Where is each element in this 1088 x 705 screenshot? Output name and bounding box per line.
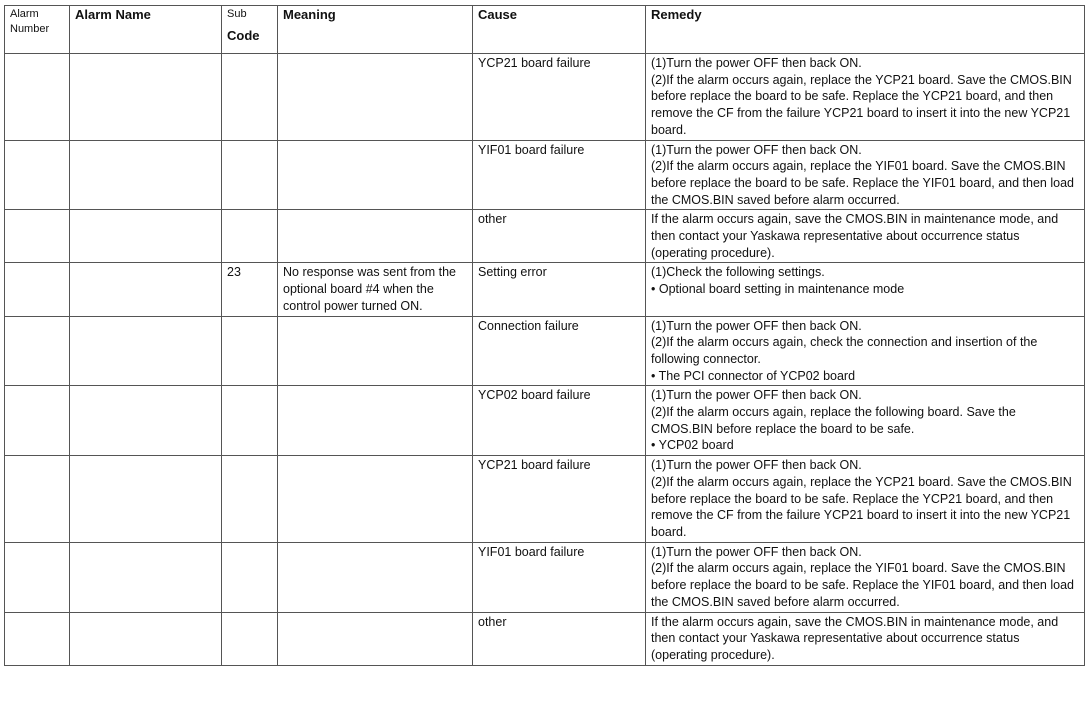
alarm-name-cell: [70, 386, 222, 456]
cause-cell: YIF01 board failure: [473, 542, 646, 612]
remedy-line: (1)Turn the power OFF then back ON.: [651, 56, 862, 70]
remedy-line: (2)If the alarm occurs again, replace the YIF01 board. Save the CMOS.BIN before replace the board to be safe. Replace the YIF01 board, and then load the CMOS.BIN saved before alarm occurred.: [651, 159, 1074, 207]
remedy-line: (1)Turn the power OFF then back ON.: [651, 388, 862, 403]
header-row: [5, 6, 1085, 54]
sub-code-cell: 23: [222, 263, 278, 316]
sub-code-cell: [222, 54, 278, 141]
alarm-name-cell: [70, 140, 222, 210]
sub-code-cell: [222, 210, 278, 263]
remedy-line: (1)Turn the power OFF then back ON.: [651, 458, 862, 473]
cause-cell: YCP21 board failure: [473, 54, 646, 141]
cause-cell: Setting error: [473, 263, 646, 316]
meaning-cell: [278, 54, 473, 141]
remedy-cell: [646, 210, 1085, 263]
header-meaning: Meaning: [278, 6, 473, 54]
sub-code-cell: [222, 542, 278, 612]
alarm-number-cell: [5, 542, 70, 612]
alarm-name-cell: [70, 612, 222, 665]
remedy-cell: [646, 542, 1085, 612]
sub-code-cell: [222, 316, 278, 386]
table-body: [5, 54, 1085, 666]
remedy-line: (1)Turn the power OFF then back ON.: [651, 142, 862, 157]
remedy-line: • The PCI connector of YCP02 board: [651, 368, 856, 383]
alarm-name-cell: [70, 54, 222, 141]
remedy-line: If the alarm occurs again, save the CMOS.BIN in maintenance mode, and then contact your Yaskawa representative about occurrence status (operating procedure).: [651, 614, 1059, 662]
header-cause: Cause: [473, 6, 646, 54]
remedy-line: (1)Turn the power OFF then back ON.: [651, 318, 862, 333]
cause-cell: Connection failure: [473, 316, 646, 386]
table-row: [5, 316, 1085, 386]
alarm-number-cell: [5, 263, 70, 316]
remedy-cell: [646, 386, 1085, 456]
table-row: [5, 456, 1085, 543]
table-row: [5, 54, 1085, 141]
alarm-number-cell: [5, 210, 70, 263]
sub-code-cell: [222, 386, 278, 456]
meaning-cell: No response was sent from the optional board #4 when the control power turned ON.: [278, 263, 473, 316]
meaning-cell: [278, 210, 473, 263]
remedy-line: (2)If the alarm occurs again, replace the YIF01 board. Save the CMOS.BIN before replace the board to be safe. Replace the YIF01 board, and then load the CMOS.BIN saved before alarm occurred.: [651, 561, 1074, 609]
sub-code-cell: [222, 140, 278, 210]
remedy-cell: [646, 316, 1085, 386]
remedy-line: (2)If the alarm occurs again, replace the YCP21 board. Save the CMOS.BIN before replace the board to be safe. Replace the YCP21 board, and then remove the CF from the failure YCP21 board to insert it into the new YCP21 board.: [651, 72, 1072, 137]
alarm-name-cell: [70, 263, 222, 316]
table-row: [5, 386, 1085, 456]
sub-code-cell: [222, 612, 278, 665]
remedy-line: (1)Turn the power OFF then back ON.: [651, 544, 862, 559]
remedy-line: (2)If the alarm occurs again, replace the YCP21 board. Save the CMOS.BIN before replace the board to be safe. Replace the YCP21 board, and then remove the CF from the failure YCP21 board to insert it into the new YCP21 board.: [651, 474, 1072, 539]
meaning-cell: [278, 386, 473, 456]
meaning-cell: [278, 316, 473, 386]
alarm-number-cell: [5, 386, 70, 456]
remedy-cell: [646, 140, 1085, 210]
remedy-line: (1)Check the following settings.: [651, 265, 825, 280]
alarm-number-cell: [5, 456, 70, 543]
meaning-cell: [278, 542, 473, 612]
meaning-cell: [278, 456, 473, 543]
remedy-cell: [646, 456, 1085, 543]
alarm-name-cell: [70, 316, 222, 386]
alarm-number-cell: [5, 54, 70, 141]
remedy-line: (2)If the alarm occurs again, replace the following board. Save the CMOS.BIN before replace the board to be safe.: [651, 405, 1016, 436]
alarm-number-cell: [5, 316, 70, 386]
header-sub-code: Sub Code: [222, 6, 278, 54]
meaning-cell: [278, 140, 473, 210]
remedy-line: (2)If the alarm occurs again, check the connection and insertion of the following connector.: [651, 335, 1038, 366]
alarm-name-cell: [70, 456, 222, 543]
remedy-line: • Optional board setting in maintenance mode: [651, 282, 905, 297]
table-row: [5, 140, 1085, 210]
remedy-cell: [646, 263, 1085, 316]
remedy-line: • YCP02 board: [651, 438, 734, 453]
sub-code-cell: [222, 456, 278, 543]
cause-cell: YCP02 board failure: [473, 386, 646, 456]
table-row: [5, 210, 1085, 263]
remedy-cell: [646, 54, 1085, 141]
meaning-cell: [278, 612, 473, 665]
header-alarm-number: Alarm Number: [5, 6, 70, 54]
alarm-number-cell: [5, 612, 70, 665]
remedy-line: If the alarm occurs again, save the CMOS.BIN in maintenance mode, and then contact your Yaskawa representative about occurrence status (operating procedure).: [651, 212, 1059, 260]
table-row: [5, 542, 1085, 612]
table-row: [5, 263, 1085, 316]
alarm-name-cell: [70, 210, 222, 263]
cause-cell: YCP21 board failure: [473, 456, 646, 543]
cause-cell: YIF01 board failure: [473, 140, 646, 210]
header-remedy: Remedy: [646, 6, 1085, 54]
cause-cell: other: [473, 612, 646, 665]
header-alarm-name: Alarm Name: [70, 6, 222, 54]
alarm-number-cell: [5, 140, 70, 210]
alarm-name-cell: [70, 542, 222, 612]
alarm-table: [4, 5, 1085, 666]
table-row: [5, 612, 1085, 665]
cause-cell: other: [473, 210, 646, 263]
remedy-cell: [646, 612, 1085, 665]
